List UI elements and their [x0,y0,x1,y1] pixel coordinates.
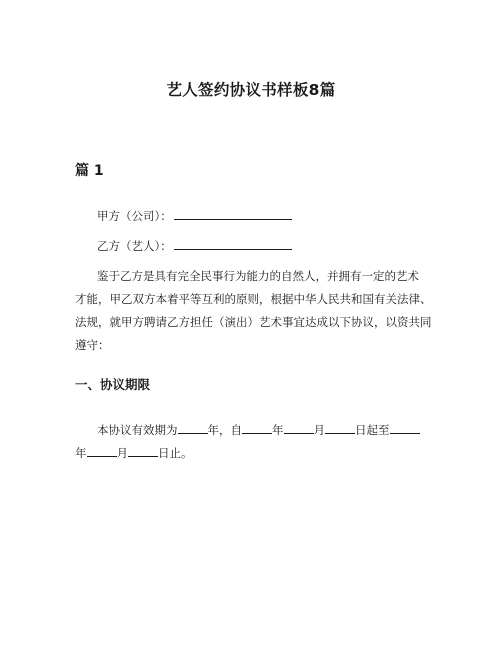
end-year-blank [390,421,420,434]
party-a-blank [174,207,292,220]
term-line-1 [75,420,457,441]
section-title: 篇 1 [75,163,104,179]
start-day-blank [325,421,355,434]
paragraph-line-4: 遵守： [75,338,110,352]
paragraph-line-1: 鉴于乙方是具有完全民事行为能力的自然人，并拥有一定的艺术 [97,269,419,283]
document-title: 艺人签约协议书样板8篇 [166,81,336,99]
party-a-line [75,206,457,227]
paragraph-line-3: 法规，就甲方聘请乙方担任（演出）艺术事宜达成以下协议，以资共同 [75,315,432,329]
party-a-label: 甲方（公司）： [97,209,172,223]
heading-agreement-term: 一、协议期限 [75,377,151,392]
term-text: 本协议有效期为 [97,423,178,437]
start-year-blank [242,421,272,434]
end-day-blank [128,444,158,457]
term-text: 月 [116,446,128,460]
term-text: 月 [313,423,325,437]
term-text: 年 [272,423,284,437]
term-text: 年 [75,446,87,460]
party-b-blank [174,237,292,250]
paragraph-line-2: 才能，甲乙双方本着平等互利的原则，根据中华人民共和国有关法律、 [75,292,432,306]
term-years-blank [178,421,208,434]
term-text: 年，自 [207,423,242,437]
party-b-line [75,236,457,257]
start-month-blank [284,421,314,434]
party-b-label: 乙方（艺人）： [97,239,172,253]
end-month-blank [87,444,117,457]
term-text: 日起至 [355,423,390,437]
term-text: 日止。 [158,446,193,460]
term-line-2 [75,443,435,464]
